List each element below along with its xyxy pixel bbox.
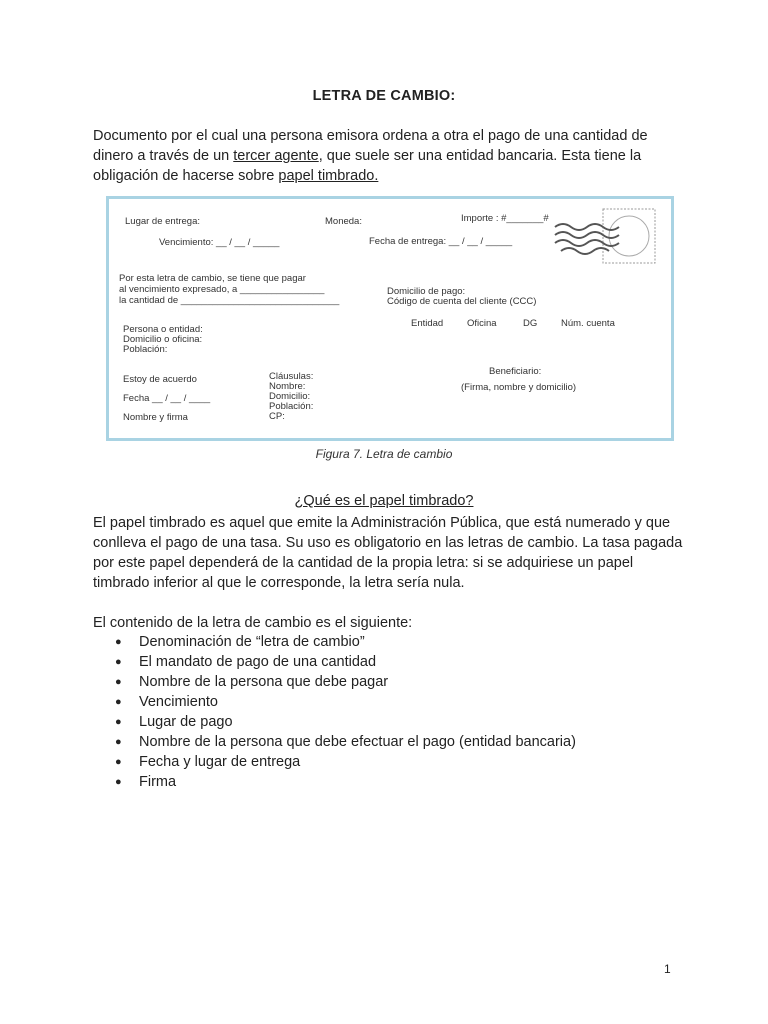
fecha-entrega-label: Fecha de entrega: __ / __ / _____ — [369, 236, 513, 247]
bullet-icon: ● — [115, 656, 122, 668]
list-item — [93, 772, 576, 792]
list-item — [93, 692, 576, 712]
poblacion-label: Población: — [123, 344, 168, 355]
domicilio-pago-label: Domicilio de pago: — [387, 286, 466, 297]
bullet-icon: ● — [115, 636, 122, 648]
moneda-label: Moneda: — [325, 216, 362, 227]
list-item-text: Firma — [139, 774, 177, 790]
list-item — [93, 732, 576, 752]
list-intro: El contenido de la letra de cambio es el siguiente: — [93, 615, 413, 631]
list-item-text: Vencimiento — [139, 694, 218, 710]
papel-timbrado-paragraph: El papel timbrado es aquel que emite la Administración Pública, que está numerado y que conlleva el pago de una tasa. Su uso es obligatorio en las letras de cambio. La tasa pagada por este papel dependerá de la cantidad de la propia letra: si se adquiriese un papel timbrado inferior al que le corresponde, la letra sería nula. — [93, 515, 683, 591]
mandato-line-2: al vencimiento expresado, a ________________ — [119, 284, 325, 295]
clausula-domicilio-label: Domicilio: — [269, 391, 311, 402]
codigo-cuenta-label: Código de cuenta del cliente (CCC) — [387, 296, 537, 307]
page-title: LETRA DE CAMBIO: — [312, 88, 456, 104]
section-heading: ¿Qué es el papel timbrado? — [294, 493, 474, 509]
list-item — [93, 632, 576, 652]
mandato-line-1: Por esta letra de cambio, se tiene que pagar — [119, 273, 306, 284]
page-number: 1 — [664, 962, 671, 976]
col-dg: DG — [523, 318, 538, 329]
bullet-icon: ● — [115, 716, 122, 728]
postmark-stamp-icon — [553, 205, 663, 267]
fecha-label: Fecha __ / __ / ____ — [123, 393, 211, 404]
clausula-cp-label: CP: — [269, 411, 285, 422]
clausula-nombre-label: Nombre: — [269, 381, 306, 392]
domicilio-oficina-label: Domicilio o oficina: — [123, 334, 203, 345]
list-item-text: Nombre de la persona que debe pagar — [139, 674, 389, 690]
clausula-poblacion-label: Población: — [269, 401, 314, 412]
col-entidad: Entidad — [411, 318, 444, 329]
importe-label: Importe : #_______# — [461, 213, 549, 224]
beneficiario-label: Beneficiario: — [489, 366, 542, 377]
bullet-icon: ● — [115, 736, 122, 748]
content-list — [93, 632, 576, 792]
bullet-icon: ● — [115, 676, 122, 688]
persona-entidad-label: Persona o entidad: — [123, 324, 203, 335]
clausulas-label: Cláusulas: — [269, 371, 314, 382]
col-oficina: Oficina — [467, 318, 497, 329]
estoy-acuerdo-label: Estoy de acuerdo — [123, 374, 197, 385]
list-item-text: El mandato de pago de una cantidad — [139, 654, 377, 670]
mandato-line-3: la cantidad de ______________________________ — [119, 295, 340, 306]
tercer-agente-link[interactable]: tercer agente — [233, 148, 319, 164]
list-item — [93, 752, 576, 772]
bullet-icon: ● — [115, 696, 122, 708]
nombre-firma-label: Nombre y firma — [123, 412, 188, 423]
list-item-text: Lugar de pago — [139, 714, 233, 730]
list-item — [93, 652, 576, 672]
figure-caption: Figura 7. Letra de cambio — [315, 447, 453, 461]
list-item-text: Denominación de “letra de cambio” — [139, 634, 365, 650]
lugar-entrega-label: Lugar de entrega: — [125, 216, 201, 227]
bullet-icon: ● — [115, 776, 122, 788]
list-item-text: Fecha y lugar de entrega — [139, 754, 301, 770]
bullet-icon: ● — [115, 756, 122, 768]
col-num-cuenta: Núm. cuenta — [561, 318, 615, 329]
firma-nombre-domicilio-label: (Firma, nombre y domicilio) — [461, 382, 577, 393]
intro-text-2: , que suele ser una entidad bancaria. Esta tiene la obligación de hacerse sobre — [93, 148, 642, 184]
list-item-text: Nombre de la persona que debe efectuar el pago (entidad bancaria) — [139, 734, 576, 750]
list-item — [93, 672, 576, 692]
intro-text-1: Documento por el cual una persona emisora ordena a otra el pago de una cantidad de dinero a través de un — [93, 128, 648, 164]
vencimiento-label: Vencimiento: __ / __ / _____ — [159, 237, 280, 248]
letra-de-cambio-figure — [106, 196, 674, 441]
papel-timbrado-link[interactable]: papel timbrado. — [278, 168, 379, 184]
intro-paragraph — [93, 126, 683, 186]
list-item — [93, 712, 576, 732]
